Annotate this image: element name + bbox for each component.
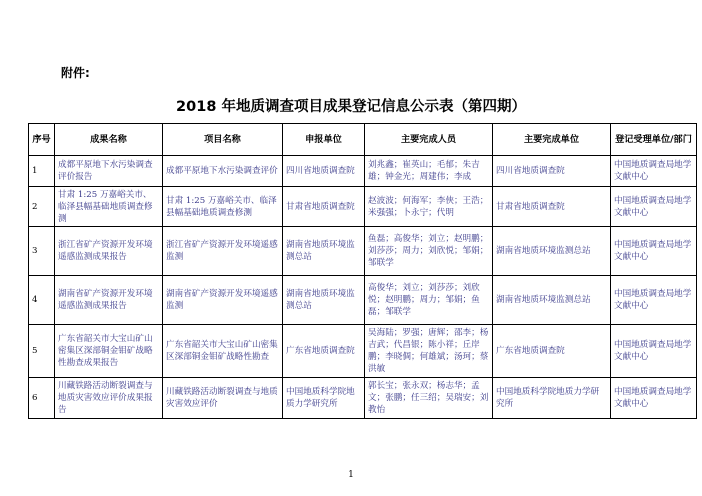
cell-personnel: 鱼磊；高俊华；刘立；赵明鹏；刘莎莎；周力；刘欣悦；邹娟；邹联学 — [365, 227, 493, 276]
cell-applicant: 中国地质科学院地质力学研究所 — [283, 378, 365, 419]
column-header-registrar: 登记受理单位/部门 — [611, 124, 697, 156]
cell-registrar: 中国地质调查局地学文献中心 — [611, 378, 697, 419]
cell-project-name: 川藏铁路活动断裂调查与地质灾害效应评价 — [163, 378, 283, 419]
cell-personnel: 高俊华；刘立；刘莎莎；刘欣悦；赵明鹏；周力；邹娟；鱼磊；邹联学 — [365, 276, 493, 325]
cell-personnel: 吴海陆；罗强；唐辉；邵李；杨吉武；代昌银；陈小祥；丘岸鹏；李晓倜；何雄斌；汤珂；蔡洪敏 — [365, 325, 493, 378]
cell-project-name: 湖南省矿产资源开发环境遥感监测 — [163, 276, 283, 325]
cell-seq: 3 — [29, 227, 55, 276]
cell-result-name: 甘肃 1:25 万嘉峪关市、临泽县幅基础地质调查修测 — [55, 187, 163, 227]
column-header-completing-unit: 主要完成单位 — [493, 124, 611, 156]
cell-seq: 1 — [29, 156, 55, 187]
column-header-personnel: 主要完成人员 — [365, 124, 493, 156]
cell-result-name: 成都平原地下水污染调查评价报告 — [55, 156, 163, 187]
table-row — [29, 187, 697, 227]
cell-completing-unit: 四川省地质调查院 — [493, 156, 611, 187]
cell-project-name: 甘肃 1:25 万嘉峪关市、临泽县幅基础地质调查修测 — [163, 187, 283, 227]
cell-completing-unit: 湖南省地质环境监测总站 — [493, 227, 611, 276]
cell-seq: 4 — [29, 276, 55, 325]
cell-project-name: 浙江省矿产资源开发环境遥感监测 — [163, 227, 283, 276]
table-row — [29, 325, 697, 378]
table-row — [29, 156, 697, 187]
cell-seq: 5 — [29, 325, 55, 378]
cell-registrar: 中国地质调查局地学文献中心 — [611, 187, 697, 227]
cell-completing-unit: 湖南省地质环境监测总站 — [493, 276, 611, 325]
cell-project-name: 广东省韶关市大宝山矿山密集区深部铜金钼矿战略性勘查 — [163, 325, 283, 378]
cell-personnel: 刘兆鑫；崔英山；毛郁；朱吉雄；钟金光；周建伟；李成 — [365, 156, 493, 187]
column-header-seq: 序号 — [29, 124, 55, 156]
cell-registrar: 中国地质调查局地学文献中心 — [611, 325, 697, 378]
cell-result-name: 川藏铁路活动断裂调查与地质灾害效应评价成果报告 — [55, 378, 163, 419]
cell-applicant: 甘肃省地质调查院 — [283, 187, 365, 227]
cell-applicant: 广东省地质调查院 — [283, 325, 365, 378]
column-header-project-name: 项目名称 — [163, 124, 283, 156]
attachment-label: 附件: — [61, 66, 90, 80]
cell-completing-unit: 甘肃省地质调查院 — [493, 187, 611, 227]
cell-registrar: 中国地质调查局地学文献中心 — [611, 156, 697, 187]
table-header-row — [29, 124, 697, 156]
column-header-applicant: 申报单位 — [283, 124, 365, 156]
cell-applicant: 湖南省地质环境监测总站 — [283, 276, 365, 325]
cell-applicant: 四川省地质调查院 — [283, 156, 365, 187]
cell-personnel: 郭长宝；张永双；杨志华；孟文；张鹏；任三绍；吴瑞安；刘教怡 — [365, 378, 493, 419]
results-table — [28, 123, 697, 419]
column-header-result-name: 成果名称 — [55, 124, 163, 156]
page-number: 1 — [348, 470, 354, 480]
cell-result-name: 湖南省矿产资源开发环境遥感监测成果报告 — [55, 276, 163, 325]
cell-registrar: 中国地质调查局地学文献中心 — [611, 276, 697, 325]
table-row — [29, 276, 697, 325]
cell-result-name: 浙江省矿产资源开发环境遥感监测成果报告 — [55, 227, 163, 276]
cell-seq: 6 — [29, 378, 55, 419]
table-row — [29, 227, 697, 276]
cell-applicant: 湖南省地质环境监测总站 — [283, 227, 365, 276]
cell-project-name: 成都平原地下水污染调查评价 — [163, 156, 283, 187]
cell-completing-unit: 中国地质科学院地质力学研究所 — [493, 378, 611, 419]
cell-seq: 2 — [29, 187, 55, 227]
table-row — [29, 378, 697, 419]
cell-completing-unit: 广东省地质调查院 — [493, 325, 611, 378]
cell-registrar: 中国地质调查局地学文献中心 — [611, 227, 697, 276]
cell-personnel: 赵波波；何海军；李俠；王浩；米强强；卜永宁；代明 — [365, 187, 493, 227]
page-title: 2018 年地质调查项目成果登记信息公示表（第四期） — [176, 99, 526, 115]
cell-result-name: 广东省韶关市大宝山矿山密集区深部铜金钼矿战略性勘查成果报告 — [55, 325, 163, 378]
